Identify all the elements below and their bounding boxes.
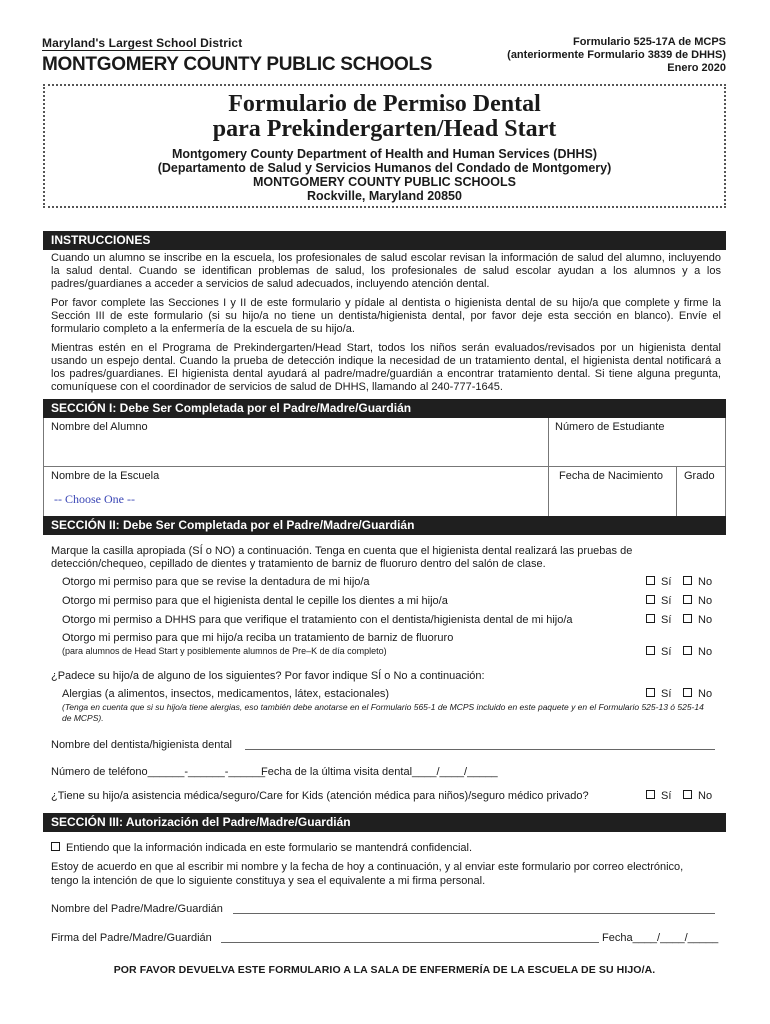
instructions-paragraph-3: Mientras estén en el Programa de Prekindergarten/Head Start, todos los niños serán evaluados/revisados por un higienista dental usando un espejo dental. Cuando la prueba de detección indique la necesidad de un tratamiento dental, el higienista dental notificará a los padres/guardianes. El higienista dental ayudará al padre/madre/guardián a encontrar tratamiento dental. Si tiene alguna pregunta, comuníquese con el coordinador de servicios de salud de DHHS, llamando al 240-777-1645. [51, 342, 721, 393]
instructions-heading: INSTRUCCIONES [43, 231, 726, 250]
last-visit-label: Fecha de la última visita dental [261, 766, 413, 778]
school-select[interactable]: -- Choose One -- [54, 492, 135, 506]
date-mask: ____/____/_____ [632, 932, 719, 944]
insurance-no-checkbox[interactable]: No [683, 790, 712, 803]
confidential-checkbox[interactable]: Entiendo que la información indicada en este formulario se mantendrá confidencial. [51, 842, 472, 855]
allergy-no-checkbox[interactable]: No [683, 688, 712, 701]
parent-signature-label: Firma del Padre/Madre/Guardián [51, 932, 212, 944]
instructions-paragraph-1: Cuando un alumno se inscribe en la escuela, los profesionales de salud escolar revisan la información de salud del alumno, incluyendo la salud dental. Cuando se identifican problemas de salud, los profesionales de salud escolar ayudan a los alumnos y a los padres/guardianes a acceder a servicios de salud adecuados, incluyendo atención dental. [51, 252, 721, 290]
former-form-number: (anteriormente Formulario 3839 de DHHS) [507, 49, 726, 61]
insurance-question: ¿Tiene su hijo/a asistencia médica/seguro/Care for Kids (atención médica para niños)/seguro médico privado? [51, 790, 589, 802]
dentist-name-label: Nombre del dentista/higienista dental [51, 739, 233, 751]
question-fluoride: Otorgo mi permiso para que mi hijo/a reciba un tratamiento de barniz de fluoruro [62, 632, 454, 644]
birth-date-label: Fecha de Nacimiento [559, 470, 663, 482]
insurance-yes-checkbox[interactable]: Sí [646, 790, 671, 803]
last-visit-field[interactable] [261, 766, 498, 779]
q3-no-checkbox[interactable]: No [683, 614, 712, 627]
allergy-question: ¿Padece su hijo/a de alguno de los siguientes? Por favor indique SÍ o No a continuación: [51, 670, 485, 682]
student-number-label: Número de Estudiante [555, 421, 665, 433]
parent-name-field[interactable] [233, 913, 715, 914]
form-number: Formulario 525-17A de MCPS [572, 36, 726, 48]
allergy-label: Alergias (a alimentos, insectos, medicamentos, látex, estacionales) [62, 688, 390, 700]
section-3-heading: SECCIÓN III: Autorización del Padre/Madre/Guardián [43, 813, 726, 832]
q4-yes-checkbox[interactable]: Sí [646, 646, 671, 659]
instructions-paragraph-2: Por favor complete las Secciones I y II de este formulario y pídale al dentista o higienista dental de su hijo/a que complete y firme la Sección III de este formulario (si su hijo/a no tiene un dentista/higienista dental, por favor deje esta sección en blanco). Envíe el formulario completo a la enfermería de la escuela de su hijo/a. [51, 297, 721, 335]
org-name: MONTGOMERY COUNTY PUBLIC SCHOOLS [42, 54, 433, 75]
allergy-yes-checkbox[interactable]: Sí [646, 688, 671, 701]
dentist-name-field[interactable] [245, 749, 715, 750]
dept-name-es: (Departamento de Salud y Servicios Humanos del Condado de Montgomery) [157, 161, 612, 175]
phone-mask: ______-______-______ [147, 766, 266, 778]
parent-signature-field[interactable] [221, 942, 599, 943]
section-2-heading: SECCIÓN II: Debe Ser Completada por el Padre/Madre/Guardián [43, 516, 726, 535]
question-brushing: Otorgo mi permiso para que el higienista dental le cepille los dientes a mi hijo/a [62, 595, 448, 607]
page-title-line2: para Prekindergarten/Head Start [212, 116, 557, 142]
page-title: Formulario de Permiso Dental [228, 91, 541, 117]
form-reference [507, 36, 726, 75]
grade-label: Grado [684, 470, 715, 482]
allergy-note: (Tenga en cuenta que si su hijo/a tiene alergias, eso también debe anotarse en el Formulario 565-1 de MCPS incluido en este paquete y en el Formulario 525-13 ó 525-14 de MCPS). [62, 702, 704, 723]
q1-yes-checkbox[interactable]: Sí [646, 576, 671, 589]
student-name-label: Nombre del Alumno [51, 421, 148, 433]
parent-name-label: Nombre del Padre/Madre/Guardián [51, 903, 223, 915]
agreement-line-2: tengo la intención de que lo siguiente constituya y sea el equivalente a mi firma personal. [51, 875, 486, 887]
q1-no-checkbox[interactable]: No [683, 576, 712, 589]
divider [42, 50, 210, 51]
last-visit-mask: ____/____/_____ [412, 766, 498, 778]
q4-no-checkbox[interactable]: No [683, 646, 712, 659]
question-exam: Otorgo mi permiso para que se revise la dentadura de mi hijo/a [62, 576, 370, 588]
footer-note: POR FAVOR DEVUELVA ESTE FORMULARIO A LA SALA DE ENFERMERÍA DE LA ESCUELA DE SU HIJO/A. [113, 964, 656, 976]
date-label: Fecha [602, 932, 633, 944]
section-1-heading: SECCIÓN I: Debe Ser Completada por el Padre/Madre/Guardián [43, 399, 726, 418]
date-field[interactable] [602, 932, 718, 945]
org-subtitle: MONTGOMERY COUNTY PUBLIC SCHOOLS [253, 175, 516, 189]
school-name-label: Nombre de la Escuela [51, 470, 160, 482]
question-dhhs: Otorgo mi permiso a DHHS para que verifique el tratamiento con el dentista/higienista dental de mi hijo/a [62, 614, 573, 626]
agreement-line-1: Estoy de acuerdo en que al escribir mi nombre y la fecha de hoy a continuación, y al enviar este formulario por correo electrónico, [51, 861, 684, 873]
q2-no-checkbox[interactable]: No [683, 595, 712, 608]
section-2-intro: Marque la casilla apropiada (SÍ o NO) a continuación. Tenga en cuenta que el higienista dental realizará las pruebas de detección/chequeo, cepillado de dientes y tratamiento de barniz de fluoruro dentro del salón de clase. [51, 545, 633, 570]
phone-label: Número de teléfono [51, 766, 148, 778]
fluoride-note: (para alumnos de Head Start y posiblemente alumnos de Pre–K de día completo) [62, 646, 387, 656]
q3-yes-checkbox[interactable]: Sí [646, 614, 671, 627]
form-date: Enero 2020 [667, 62, 726, 74]
phone-field[interactable] [51, 766, 265, 779]
district-tagline: Maryland's Largest School District [42, 36, 243, 50]
dept-name: Montgomery County Department of Health and Human Services (DHHS) [171, 147, 598, 161]
q2-yes-checkbox[interactable]: Sí [646, 595, 671, 608]
title-box [43, 84, 726, 208]
address: Rockville, Maryland 20850 [307, 189, 462, 203]
